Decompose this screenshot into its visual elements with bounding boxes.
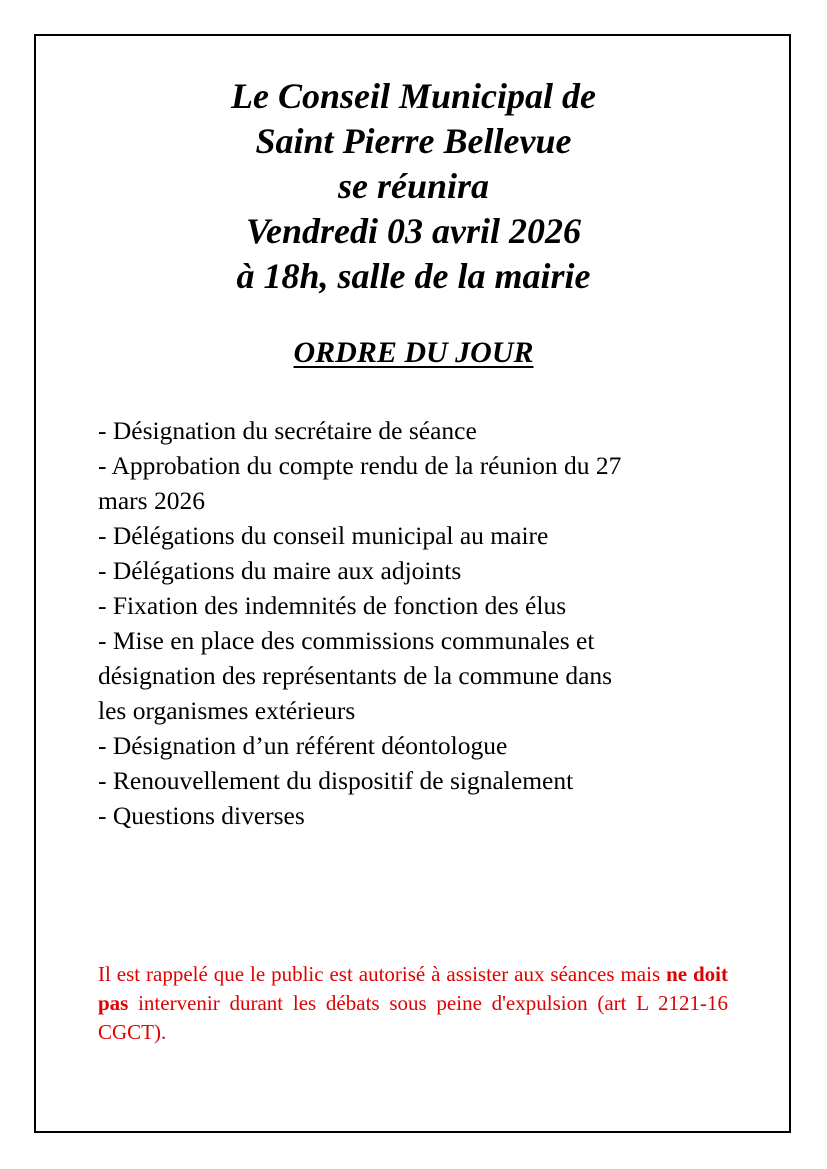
agenda-line: les organismes extérieurs: [98, 696, 356, 725]
agenda-line: - Désignation du secrétaire de séance: [98, 416, 477, 445]
title-line-meeting: se réunira: [337, 166, 490, 206]
title-line-council: Le Conseil Municipal de: [230, 76, 596, 116]
notice-text-end: intervenir durant les débats sous peine d'expulsion (art L 2121-16 CGCT).: [98, 991, 728, 1044]
agenda-heading: [0, 335, 827, 371]
agenda-heading-text: ORDRE DU JOUR: [293, 336, 534, 369]
agenda-line: - Mise en place des commissions communales et: [98, 626, 595, 655]
agenda-line: - Désignation d’un référent déontologue: [98, 731, 508, 760]
notice-text-start: Il est rappelé que le public est autorisé à assister aux séances mais: [98, 962, 667, 986]
agenda-line: - Fixation des indemnités de fonction des élus: [98, 591, 567, 620]
title-line-time-place: à 18h, salle de la mairie: [236, 256, 591, 296]
agenda-line: - Approbation du compte rendu de la réunion du 27: [98, 451, 622, 480]
agenda-list: [98, 413, 738, 833]
title-line-date: Vendredi 03 avril 2026: [245, 211, 581, 251]
agenda-line: - Délégations du maire aux adjoints: [98, 556, 462, 585]
agenda-line: - Renouvellement du dispositif de signalement: [98, 766, 574, 795]
agenda-line: - Questions diverses: [98, 801, 305, 830]
public-notice: [98, 960, 728, 1047]
meeting-announcement: [0, 74, 827, 299]
title-line-commune: Saint Pierre Bellevue: [255, 121, 572, 161]
agenda-line: désignation des représentants de la commune dans: [98, 661, 613, 690]
notice-emphasis: ne doit pas: [98, 962, 728, 1015]
agenda-line: - Délégations du conseil municipal au maire: [98, 521, 549, 550]
agenda-line: mars 2026: [98, 486, 205, 515]
